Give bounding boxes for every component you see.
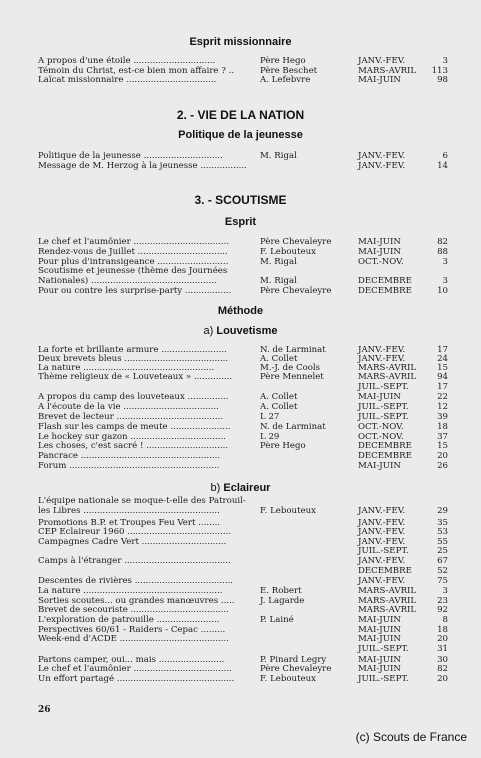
entry-title: Message de M. Herzog à la jeunesse ................. [38,161,247,171]
entry-issue: MAI-JUIN [358,615,401,625]
entry-author: N. de Larminat [260,345,326,355]
entry-author: N. de Larminat [260,422,326,432]
entry-title: L'équipe nationale se moque-t-elle des Patrouil- [38,496,246,506]
entry-title: Pancrace ................................................... [38,451,221,461]
entry-page: 12 [437,402,448,412]
entry-author: P. Lainé [260,615,294,625]
entry-title: Le chef et l'aumônier .................................... [38,664,232,674]
heading-esprit: Esprit [224,216,257,228]
entry-issue: OCT.-NOV. [358,422,404,432]
entry-issue: DECEMBRE [358,286,412,296]
entry-title: Laïcat missionnaire ................................. [38,75,217,85]
entry-page: 3 [442,257,448,267]
entry-author: Père Hego [260,441,306,451]
entry-page: 37 [437,432,448,442]
entry-title: Nationales) .............................................. [38,276,217,286]
entry-author: Père Chevaleyre [260,286,332,296]
table-row [38,644,448,654]
entry-page: 75 [437,576,448,586]
table-row [38,605,448,615]
table-row [38,75,448,85]
entry-author: Père Beschet [260,66,318,76]
entry-page: 6 [442,151,448,161]
entry-title: Brevet de lecteur ....................................... [38,412,224,422]
entry-author: M. Rigal [260,276,297,286]
entry-issue: JANV.-FEV. [358,56,406,66]
entry-issue: MARS-AVRIL [358,605,417,615]
entry-issue: MARS-AVRIL [358,66,417,76]
entry-issue: MAI-JUIN [358,75,401,85]
heading-eclaireur [0,482,481,494]
entry-page: 23 [437,596,448,606]
entry-page: 3 [442,56,448,66]
entry-issue: MAI-JUIN [358,664,401,674]
entry-issue: MAI-JUIN [358,625,401,635]
entry-title: Week-end d'ACDE ........................................ [38,634,229,644]
table-row [38,674,448,684]
entry-page: 20 [437,451,448,461]
entry-title: Pour plus d'intransigeance .......................... [38,257,229,267]
entry-page: 35 [437,518,448,528]
entry-page: 22 [437,392,448,402]
entry-page: 82 [437,237,448,247]
heading-scoutisme: 3. - SCOUTISME [194,193,287,207]
entry-page: 113 [431,66,448,76]
table-row [38,247,448,257]
entry-issue: MAI-JUIN [358,634,401,644]
entry-page: 15 [437,441,448,451]
entry-issue: JANV.-FEV. [358,527,406,537]
entry-page: 20 [437,634,448,644]
entry-page: 18 [437,422,448,432]
entry-page: 8 [442,615,448,625]
table-row [38,461,448,471]
entry-issue: JANV.-FEV. [358,151,406,161]
entry-title: Pour ou contre les surprise-party ................. [38,286,232,296]
table-row [38,441,448,451]
entry-issue: MAI-JUIN [358,655,401,665]
entry-page: 18 [437,625,448,635]
entry-author: J. Lagarde [260,596,305,606]
table-row [38,151,448,161]
entry-title: Politique de la jeunesse ............................. [38,151,223,161]
entry-title: les Libres .................................................. [38,506,220,516]
entry-issue: MAI-JUIN [358,392,401,402]
entry-issue: JANV.-FEV. [358,537,406,547]
table-row [38,392,448,402]
entry-issue: MAI-JUIN [358,247,401,257]
entry-title: Le chef et l'aumônier ................................... [38,237,230,247]
entry-title: Deux brevets bleus ...................................... [38,354,229,364]
entry-author: Père Mennelet [260,372,324,382]
entry-author: A. Collet [260,392,298,402]
entry-issue: MARS-AVRIL [358,363,417,373]
entry-author: Père Chevaleyre [260,237,332,247]
entry-title: Promotions B.P. et Troupes Feu Vert ........ [38,518,221,528]
entry-title: Perspectives 60/61 - Raiders - Cepac ......... [38,625,226,635]
table-row [38,372,448,382]
entry-issue: JUIL.-SEPT. [358,674,409,684]
entry-title: Thème religieux de « Louveteaux » .............. [38,372,233,382]
entry-page: 20 [437,674,448,684]
entry-author: F. Lebouteux [260,506,317,516]
entry-title: A propos du camp des louveteaux ............... [38,392,229,402]
entry-issue: JUIL.-SEPT. [358,644,409,654]
heading-politique-jeunesse: Politique de la jeunesse [178,129,303,141]
louvetisme-title: Louvetisme [216,325,278,337]
entry-issue: DECEMBRE [358,451,412,461]
table-row [38,546,448,556]
entry-issue: JUIL.-SEPT. [358,402,409,412]
entry-page: 10 [437,286,448,296]
entry-issue: JANV.-FEV. [358,506,406,516]
entry-page: 30 [437,655,448,665]
table-row [38,527,448,537]
entry-issue: DECEMBRE [358,276,412,286]
entry-title: Campagnes Cadre Vert ............................... [38,537,227,547]
entry-title: Scoutisme et jeunesse (thème des Journées [38,266,228,276]
entry-title: Camps à l'étranger ....................................... [38,556,231,566]
entry-page: 82 [437,664,448,674]
entry-title: La forte et brillante armure ........................ [38,345,227,355]
table-row [38,382,448,392]
entry-issue: MAI-JUIN [358,461,401,471]
entry-author: E. Robert [260,586,302,596]
table-row [38,586,448,596]
table-row [38,161,448,171]
table-row [38,576,448,586]
table-row [38,506,448,516]
entry-author: A. Collet [260,354,298,364]
entry-page: 29 [437,506,448,516]
entry-issue: OCT.-NOV. [358,257,404,267]
entry-issue: JUIL.-SEPT. [358,382,409,392]
table-row [38,286,448,296]
entry-page: 15 [437,363,448,373]
entry-page: 17 [437,345,448,355]
table-row [38,566,448,576]
page-number: 26 [38,705,51,715]
entry-page: 52 [437,566,448,576]
entry-author: M. Rigal [260,257,297,267]
entry-page: 53 [437,527,448,537]
entry-title: Sorties scoutes... ou grandes manœuvres ..... [38,596,235,606]
table-row [38,412,448,422]
entry-issue: JANV.-FEV. [358,345,406,355]
entry-issue: JUIL.-SEPT. [358,546,409,556]
entry-author: M.-J. de Cools [260,363,321,373]
entry-page: 39 [437,412,448,422]
entry-page: 55 [437,537,448,547]
entry-title: A propos d'une étoile .............................. [38,56,216,66]
table-row [38,496,448,506]
entry-page: 67 [437,556,448,566]
entry-author: P. Pinard Legry [260,655,327,665]
entry-page: 17 [437,382,448,392]
entry-title: Brevet de secouriste .................................... [38,605,229,615]
entry-author: A. Collet [260,402,298,412]
heading-esprit-missionnaire: Esprit missionnaire [189,36,292,48]
entry-page: 24 [437,354,448,364]
entry-title: Un effort partagé ........................................... [38,674,235,684]
entry-issue: MAI-JUIN [358,237,401,247]
entry-author: A. Lefebvre [260,75,311,85]
entry-page: 26 [437,461,448,471]
heading-vie-de-la-nation: 2. - VIE DE LA NATION [176,108,305,122]
entry-issue: DECEMBRE [358,566,412,576]
table-row [38,402,448,412]
entry-title: Flash sur les camps de meute ...................... [38,422,231,432]
entry-issue: JANV.-FEV. [358,161,406,171]
entry-title: L'exploration de patrouille ....................... [38,615,220,625]
entry-issue: MARS-AVRIL [358,586,417,596]
entry-issue: JANV.-FEV. [358,576,406,586]
entry-issue: JANV.-FEV. [358,354,406,364]
entry-page: 25 [437,546,448,556]
entry-issue: JANV.-FEV. [358,556,406,566]
table-row [38,664,448,674]
entry-title: La nature ................................................... [38,586,223,596]
table-row [38,556,448,566]
louvetisme-prefix: a) [203,325,214,337]
table-row [38,276,448,286]
entry-issue: DECEMBRE [358,441,412,451]
entry-page: 94 [437,372,448,382]
entry-page: 31 [437,644,448,654]
entry-issue: MARS-AVRIL [358,372,417,382]
table-row [38,615,448,625]
entry-title: Forum ....................................................... [38,461,220,471]
entry-author: Père Hego [260,56,306,66]
table-row [38,56,448,66]
table-row [38,634,448,644]
copyright-watermark: (c) Scouts de France [355,730,467,744]
table-row [38,422,448,432]
entry-title: Descentes de rivières .................................... [38,576,234,586]
entry-title: Le hockey sur gazon ................................... [38,432,226,442]
entry-issue: OCT.-NOV. [358,432,404,442]
entry-title: La nature ................................................ [38,363,215,373]
table-row [38,266,448,276]
heading-louvetisme [0,325,481,337]
eclaireur-prefix: b) [210,482,221,494]
table-row [38,451,448,461]
entry-page: 92 [437,605,448,615]
entry-author: F. Lebouteux [260,674,317,684]
entry-page: 98 [437,75,448,85]
entry-author: Père Chevaleyre [260,664,332,674]
heading-methode: Méthode [217,305,264,317]
entry-page: 14 [437,161,448,171]
entry-title: CEP Eclaireur 1960 ...................................... [38,527,232,537]
entry-issue: JANV.-FEV. [358,518,406,528]
entry-title: Partons camper, oui... mais ........................ [38,655,225,665]
entry-page: 88 [437,247,448,257]
entry-author: F. Lebouteux [260,247,317,257]
eclaireur-title: Eclaireur [223,482,271,494]
table-row [38,237,448,247]
entry-title: Les choses, c'est sacré ! .............................. [38,441,229,451]
entry-issue: MARS-AVRIL [358,596,417,606]
entry-page: 3 [442,586,448,596]
entry-author: L 27 [260,412,280,422]
entry-page: 3 [442,276,448,286]
entry-author: L 29 [260,432,280,442]
entry-author: M. Rigal [260,151,297,161]
entry-title: Rendez-vous de Juillet ................................. [38,247,228,257]
entry-issue: JUIL.-SEPT. [358,412,409,422]
entry-title: Témoin du Christ, est-ce bien mon affaire ? .. [38,66,235,76]
entry-title: A l'écoute de la vie ................................... [38,402,219,412]
